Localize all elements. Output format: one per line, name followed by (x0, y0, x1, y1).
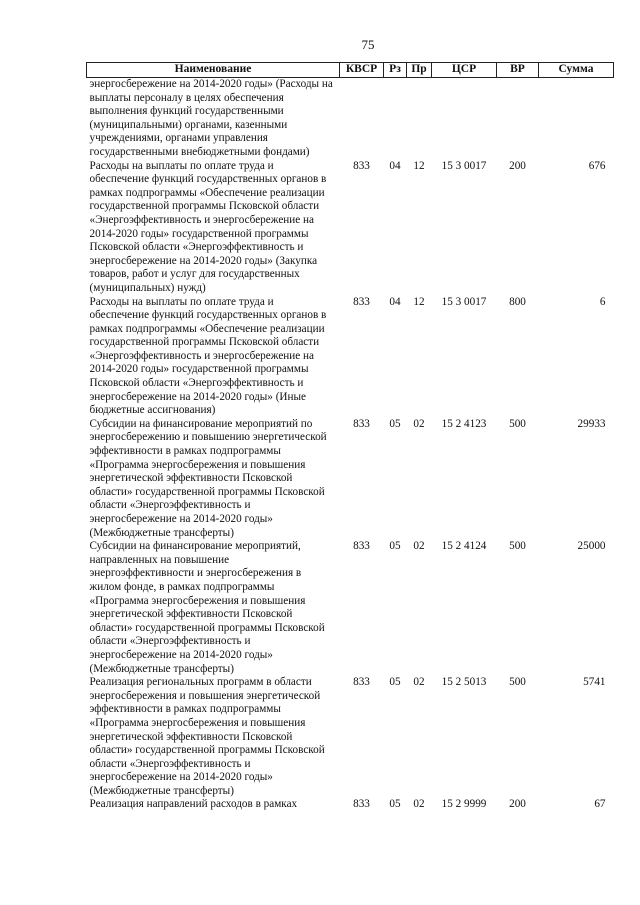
header-csr: ЦСР (432, 63, 497, 78)
table-row (87, 798, 614, 812)
row-vr: 500 (509, 540, 526, 553)
page-number: 75 (361, 37, 375, 52)
row-name: Субсидии на финансирование мероприятий, направленных на повышение энергоэффективности и энергосбережения в жилом фонде, в рамках подпрограммы «Программа энергосбережения и повышения энергетической эффективности Псковской области» государственной программы Псковской области «Энергоэффективность и энергосбережение на 2014-2020 годы» (Межбюджетные трансферты) (89, 540, 325, 675)
row-rz: 04 (389, 295, 401, 308)
row-sum: 6 (599, 295, 606, 308)
row-csr: 15 2 4124 (441, 540, 487, 553)
row-sum (539, 78, 614, 160)
row-rz: 05 (389, 798, 401, 811)
table-row (87, 418, 614, 540)
row-rz: 05 (389, 676, 401, 689)
row-name: энергосбережение на 2014-2020 годы» (Расходы на выплаты персоналу в целях обеспечения выполнения функций государственными (муниципальными) органами, казенными учреждениями, органами управления государственными внебюджетными фондами) (89, 78, 333, 158)
header-sum: Сумма (539, 63, 614, 78)
row-pr: 02 (413, 798, 425, 811)
row-vr: 500 (509, 417, 526, 430)
row-kvsr: 833 (353, 295, 370, 308)
row-vr: 800 (509, 295, 526, 308)
row-kvsr: 833 (353, 159, 370, 172)
row-name: Реализация направлений расходов в рамках (89, 798, 298, 811)
row-sum: 67 (594, 798, 606, 811)
table-row (87, 160, 614, 296)
row-name: Расходы на выплаты по оплате труда и обеспечение функций государственных органов в рамках подпрограммы «Обеспечение реализации государственной программы Псковской области «Энергоэффективность и энергосбережение на 2014-2020 годы» государственной программы Псковской области «Энергоэффективность и энергосбережение на 2014-2020 годы» (Иные бюджетные ассигнования) (89, 295, 327, 417)
row-sum: 29933 (577, 417, 606, 430)
row-rz: 05 (389, 540, 401, 553)
row-csr: 15 2 5013 (441, 676, 487, 689)
table-row (87, 78, 614, 160)
row-vr: 200 (509, 798, 526, 811)
table-row (87, 540, 614, 676)
table-row (87, 296, 614, 418)
row-kvsr: 833 (353, 798, 370, 811)
row-csr: 15 2 4123 (441, 417, 487, 430)
row-rz: 04 (389, 159, 401, 172)
row-vr: 200 (509, 159, 526, 172)
row-rz: 05 (389, 417, 401, 430)
row-pr: 12 (413, 295, 425, 308)
row-kvsr: 833 (353, 540, 370, 553)
row-csr: 15 3 0017 (441, 295, 487, 308)
row-kvsr (340, 78, 384, 160)
row-pr: 02 (413, 417, 425, 430)
row-csr: 15 3 0017 (441, 159, 487, 172)
row-kvsr: 833 (353, 676, 370, 689)
row-name: Реализация региональных программ в области энергосбережения и повышения энергетической эффективности в рамках подпрограммы «Программа энергосбережения и повышения энергетической эффективности Псковской области» государственной программы Псковской области «Энергоэффективность и энергосбережение на 2014-2020 годы» (Межбюджетные трансферты) (89, 676, 325, 797)
budget-table (86, 62, 614, 812)
header-rz: Рз (384, 63, 407, 78)
row-name: Расходы на выплаты по оплате труда и обеспечение функций государственных органов в рамках подпрограммы «Обеспечение реализации государственной программы Псковской области «Энергоэффективность и энергосбережение на 2014-2020 годы» государственной программы Псковской области «Энергоэффективность и энергосбережение на 2014-2020 годы» (Закупка товаров, работ и услуг для государственных (муниципальных) нужд) (89, 159, 327, 294)
row-kvsr: 833 (353, 417, 370, 430)
row-rz (384, 78, 407, 160)
header-vr: ВР (497, 63, 539, 78)
row-sum: 5741 (583, 676, 606, 689)
row-csr: 15 2 9999 (441, 798, 487, 811)
row-sum: 25000 (577, 540, 606, 553)
table-row (87, 676, 614, 798)
row-vr: 500 (509, 676, 526, 689)
table-header (87, 63, 614, 78)
row-pr: 12 (413, 159, 425, 172)
row-sum: 676 (588, 159, 606, 172)
header-pr: Пр (407, 63, 432, 78)
row-pr: 02 (413, 676, 425, 689)
header-kvsr: КВСР (340, 63, 384, 78)
row-csr (432, 78, 497, 160)
row-vr (497, 78, 539, 160)
row-name: Субсидии на финансирование мероприятий по энергосбережению и повышению энергетической эффективности в рамках подпрограммы «Программа энергосбережения и повышения энергетической эффективности Псковской области» государственной программы Псковской области «Энергоэффективность и энергосбережение на 2014-2020 годы» (Межбюджетные трансферты) (89, 417, 327, 539)
row-pr: 02 (413, 540, 425, 553)
header-name: Наименование (87, 63, 340, 78)
row-pr (407, 78, 432, 160)
